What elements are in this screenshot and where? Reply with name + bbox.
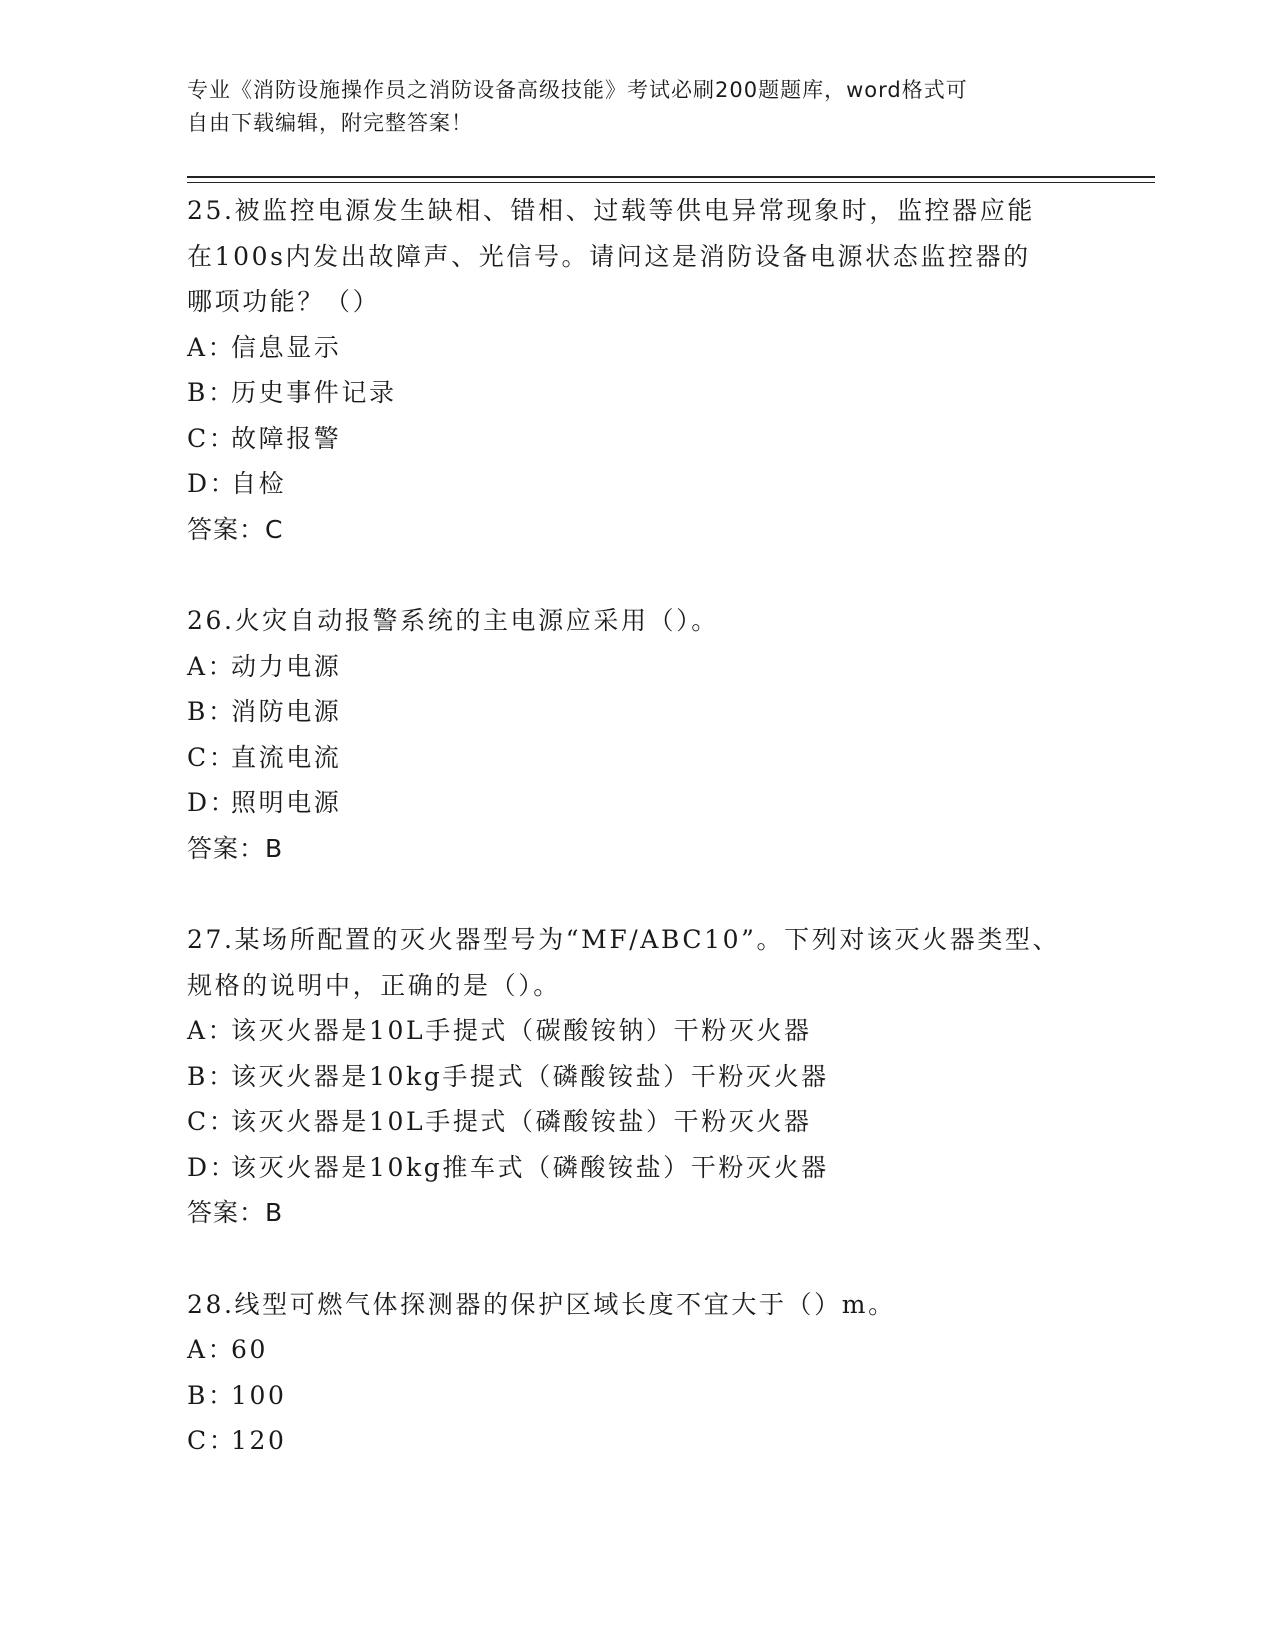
answer-label: 答案：B [187,833,284,863]
header-line-2: 自由下载编辑，附完整答案！ [187,111,473,135]
option-key: B： [187,697,236,726]
option-key: B： [187,1380,236,1410]
answer-label: 答案：C [187,514,284,544]
option-text: 60 [231,1335,269,1364]
option-text: 消防电源 [231,697,342,726]
question-25 [187,188,1087,552]
option-text: 照明电源 [231,788,342,817]
question-27 [187,917,1087,1236]
option-a [187,325,1087,371]
option-text: 该灭火器是10L手提式（碳酸铵钠）干粉灭火器 [231,1016,812,1045]
question-text [187,917,1087,1008]
option-text: 该灭火器是10L手提式（磷酸铵盐）干粉灭火器 [231,1107,812,1136]
option-key: D： [187,469,238,498]
option-text: 该灭火器是10kg推车式（磷酸铵盐）干粉灭火器 [231,1152,829,1182]
option-key: B： [187,378,236,407]
option-key: A： [187,332,236,362]
option-key: A： [187,1335,236,1364]
question-line: 25.被监控电源发生缺相、错相、过载等供电异常现象时，监控器应能 [187,196,1035,225]
option-key: C： [187,1107,237,1136]
question-text [187,598,1087,644]
option-b [187,370,1087,416]
question-26 [187,598,1087,871]
question-text [187,1282,1087,1328]
header-line-1: 专业《消防设施操作员之消防设备高级技能》考试必刷200题题库，word格式可 [187,78,968,102]
question-line: 在100s内发出故障声、光信号。请问这是消防设备电源状态监控器的 [187,241,1031,271]
question-line: 27.某场所配置的灭火器型号为“MF/ABC10”。下列对该灭火器类型、 [187,925,1061,954]
option-text: 100 [231,1380,287,1410]
option-d [187,1145,1087,1191]
option-a [187,1327,1087,1373]
header-rule-thin [187,182,1155,183]
option-a [187,1008,1087,1054]
option-key: A： [187,1016,236,1045]
question-line: 28.线型可燃气体探测器的保护区域长度不宜大于（）m。 [187,1289,896,1319]
option-text: 动力电源 [231,651,342,681]
option-key: D： [187,1152,238,1182]
option-key: C： [187,423,237,453]
answer-label: 答案：B [187,1198,284,1227]
question-28 [187,1282,1087,1464]
option-text: 信息显示 [231,332,342,362]
option-key: D： [187,788,238,817]
question-text [187,188,1087,325]
option-key: B： [187,1061,236,1091]
option-c [187,1418,1087,1464]
option-key: C： [187,1426,237,1455]
option-b [187,1054,1087,1100]
option-text: 120 [231,1426,287,1455]
header-rule-thick [187,176,1155,178]
option-text: 直流电流 [231,742,342,772]
question-line: 26.火灾自动报警系统的主电源应采用（）。 [187,606,719,635]
question-list [187,188,1087,1510]
question-line: 规格的说明中，正确的是（）。 [187,970,561,1000]
option-text: 自检 [231,469,287,498]
option-text: 历史事件记录 [231,378,397,407]
document-header [187,74,1067,140]
option-text: 该灭火器是10kg手提式（磷酸铵盐）干粉灭火器 [231,1061,829,1091]
option-d [187,780,1087,826]
question-line: 哪项功能？（） [187,287,381,316]
option-key: C： [187,742,237,772]
option-c [187,416,1087,462]
option-b [187,1373,1087,1419]
option-c [187,1099,1087,1145]
option-d [187,461,1087,507]
option-a [187,644,1087,690]
option-text: 故障报警 [231,423,342,453]
option-c [187,735,1087,781]
option-b [187,689,1087,735]
option-key: A： [187,651,236,681]
